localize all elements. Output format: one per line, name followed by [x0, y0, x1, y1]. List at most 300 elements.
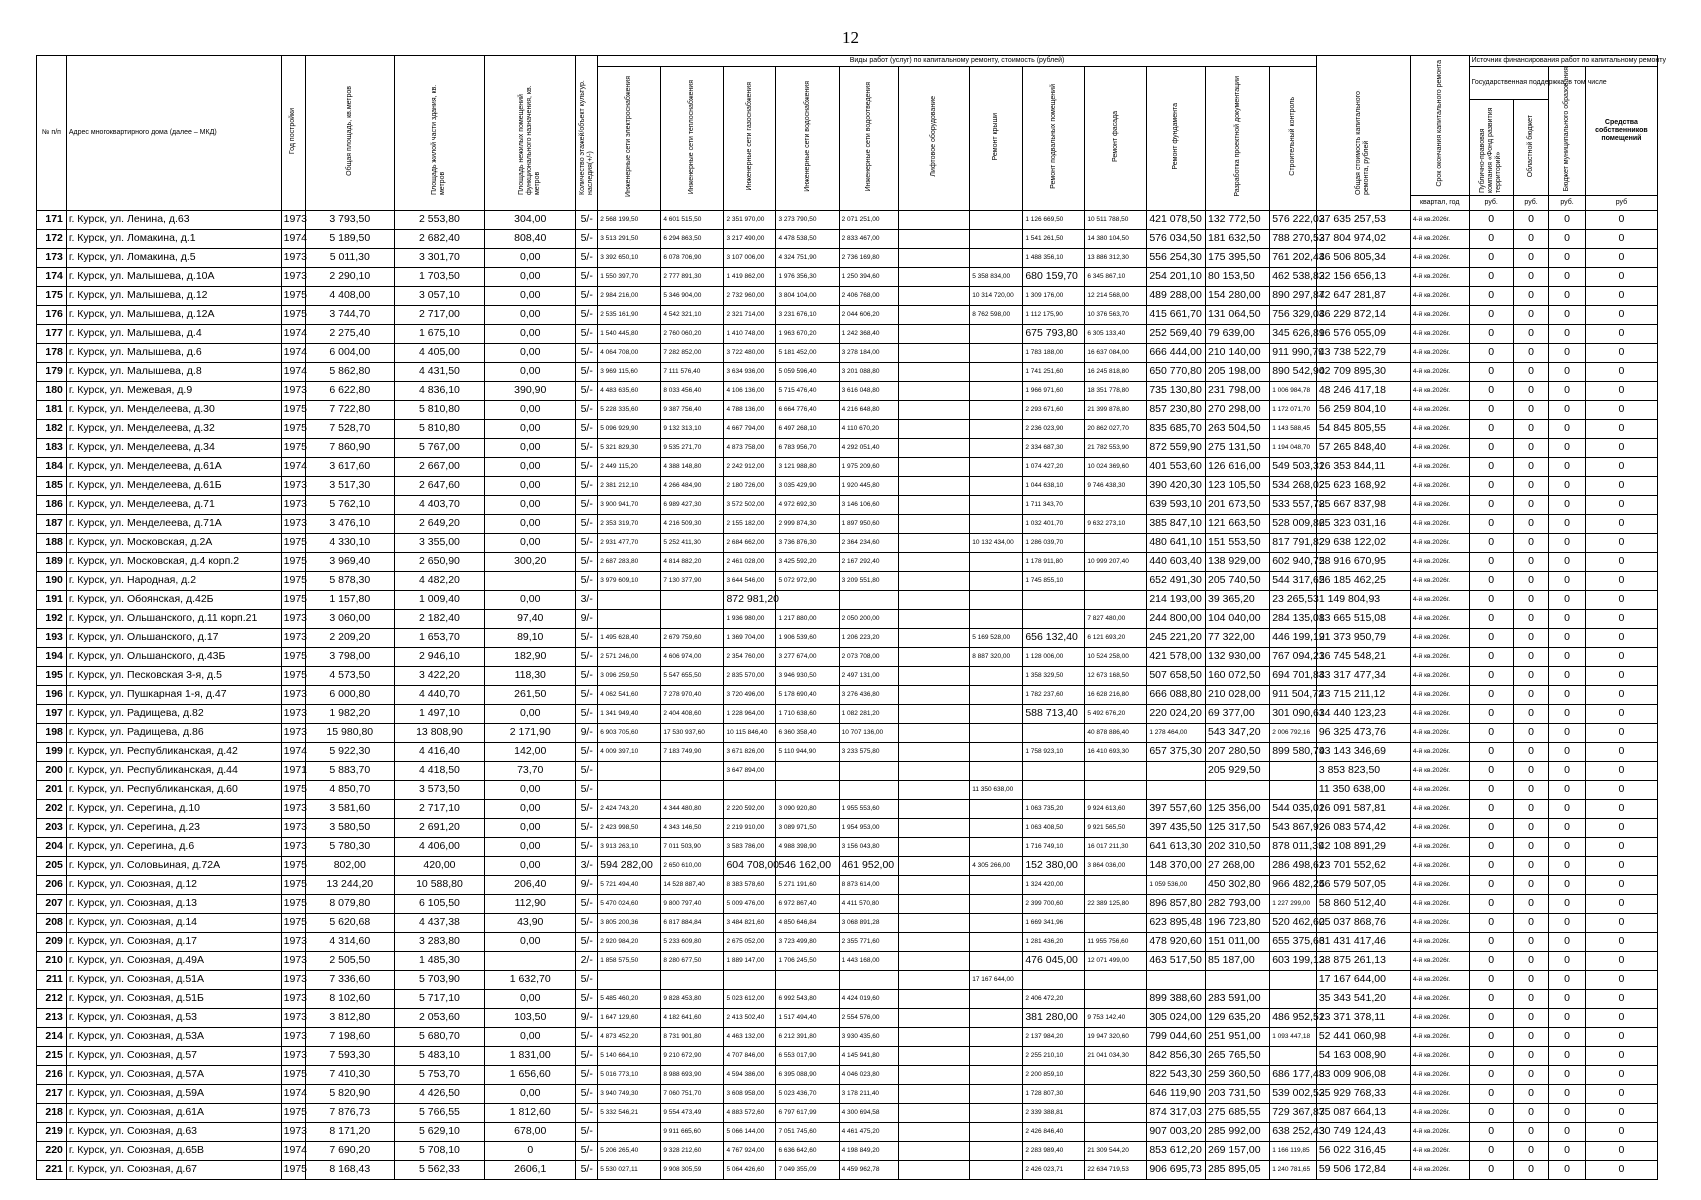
row-regional: 0: [1513, 1141, 1548, 1160]
row-work-cost: 16 628 216,80: [1085, 685, 1147, 704]
row-work-cost: 9 800 797,40: [661, 894, 724, 913]
row-floors: 5/-: [576, 343, 598, 362]
row-work-cost: 401 553,60: [1147, 457, 1206, 476]
row-floors: 5/-: [576, 1065, 598, 1084]
row-work-cost: [899, 799, 970, 818]
row-living-area: 2 667,00: [394, 457, 485, 476]
row-year: 1974: [281, 742, 305, 761]
row-work-cost: [899, 1141, 970, 1160]
row-work-cost: 544 317,65: [1270, 571, 1317, 590]
row-address: г. Курск, ул. Менделеева, д.71А: [66, 514, 281, 533]
row-deadline: 4-й кв.2026г.: [1410, 1103, 1469, 1122]
row-regional: 0: [1513, 666, 1548, 685]
row-total-cost: 3 853 823,50: [1316, 761, 1410, 780]
row-year: 1971: [281, 761, 305, 780]
table-body: [37, 210, 1658, 1179]
table-row: [37, 438, 1658, 457]
row-deadline: 4-й кв.2026г.: [1410, 571, 1469, 590]
row-work-cost: [970, 875, 1023, 894]
row-work-cost: 2 568 199,50: [598, 210, 661, 229]
row-total-area: 3 812,80: [306, 1008, 395, 1027]
row-work-cost: 3 969 115,60: [598, 362, 661, 381]
row-total-cost: 42 647 281,87: [1316, 286, 1410, 305]
row-living-area: 1 497,10: [394, 704, 485, 723]
row-address: г. Курск, ул. Менделеева, д.61Б: [66, 476, 281, 495]
row-work-cost: [776, 761, 839, 780]
row-fund: 0: [1469, 723, 1513, 742]
row-work-cost: 1 443 168,00: [839, 951, 899, 970]
row-address: г. Курск, ул. Малышева, д.12: [66, 286, 281, 305]
row-work-cost: 1 710 638,60: [776, 704, 839, 723]
header-work-control: Строительный контроль: [1270, 67, 1317, 211]
row-work-cost: 10 376 563,70: [1085, 305, 1147, 324]
row-floors: 3/-: [576, 590, 598, 609]
row-total-area: 4 330,10: [306, 533, 395, 552]
row-work-cost: 10 024 369,60: [1085, 457, 1147, 476]
row-floors: 5/-: [576, 571, 598, 590]
row-fund: 0: [1469, 1160, 1513, 1179]
table-row: [37, 305, 1658, 324]
row-work-cost: 80 153,50: [1205, 267, 1269, 286]
row-work-cost: 7 278 970,40: [661, 685, 724, 704]
row-number: 204: [37, 837, 67, 856]
row-work-cost: 4 459 962,78: [839, 1160, 899, 1179]
row-regional: 0: [1513, 514, 1548, 533]
row-total-area: 4 573,50: [306, 666, 395, 685]
row-year: 1975: [281, 1103, 305, 1122]
table-row: [37, 324, 1658, 343]
row-work-cost: 22 634 719,53: [1085, 1160, 1147, 1179]
row-nonres-area: 2606,1: [485, 1160, 576, 1179]
row-deadline: 4-й кв.2026г.: [1410, 210, 1469, 229]
row-owners: 0: [1585, 210, 1657, 229]
row-work-cost: 5 023 436,70: [776, 1084, 839, 1103]
header-municipal: Бюджет муниципального образования: [1549, 67, 1586, 196]
row-nonres-area: 0,00: [485, 856, 576, 875]
row-fund: 0: [1469, 1122, 1513, 1141]
row-work-cost: 1 278 464,00: [1147, 723, 1206, 742]
row-work-cost: [970, 989, 1023, 1008]
row-deadline: 4-й кв.2026г.: [1410, 495, 1469, 514]
row-year: 1973: [281, 248, 305, 267]
row-deadline: 4-й кв.2026г.: [1410, 286, 1469, 305]
row-floors: 3/-: [576, 856, 598, 875]
row-fund: 0: [1469, 932, 1513, 951]
row-fund: 0: [1469, 1008, 1513, 1027]
row-work-cost: 4 300 694,58: [839, 1103, 899, 1122]
row-nonres-area: 112,90: [485, 894, 576, 913]
row-number: 192: [37, 609, 67, 628]
row-municipal: 0: [1549, 381, 1586, 400]
row-year: 1975: [281, 552, 305, 571]
row-work-cost: [899, 286, 970, 305]
row-work-cost: 138 929,00: [1205, 552, 1269, 571]
row-work-cost: 4 850 646,84: [776, 913, 839, 932]
row-number: 213: [37, 1008, 67, 1027]
table-row: [37, 647, 1658, 666]
row-fund: 0: [1469, 495, 1513, 514]
row-work-cost: [970, 1122, 1023, 1141]
row-number: 218: [37, 1103, 67, 1122]
row-floors: 5/-: [576, 685, 598, 704]
row-work-cost: [839, 761, 899, 780]
row-work-cost: 10 314 720,00: [970, 286, 1023, 305]
row-number: 180: [37, 381, 67, 400]
row-work-cost: 2 675 052,00: [724, 932, 776, 951]
row-owners: 0: [1585, 951, 1657, 970]
row-work-cost: [1023, 761, 1085, 780]
row-floors: 5/-: [576, 1160, 598, 1179]
row-work-cost: 5 181 452,00: [776, 343, 839, 362]
row-work-cost: [1085, 1122, 1147, 1141]
row-living-area: 2 682,40: [394, 229, 485, 248]
row-work-cost: 3 231 676,10: [776, 305, 839, 324]
header-work-basement: Ремонт подвальных помещений: [1023, 67, 1085, 211]
row-regional: 0: [1513, 989, 1548, 1008]
header-nonres-area: Площадь нежилых помещений функционального назначения, кв. метров: [485, 56, 576, 211]
header-work-roof: Ремонт крыши: [970, 67, 1023, 211]
row-owners: 0: [1585, 875, 1657, 894]
row-work-cost: 4 424 019,60: [839, 989, 899, 1008]
row-work-cost: 1 488 356,10: [1023, 248, 1085, 267]
row-work-cost: 4 972 692,30: [776, 495, 839, 514]
row-regional: 0: [1513, 381, 1548, 400]
row-total-cost: 1 149 804,93: [1316, 590, 1410, 609]
row-work-cost: [598, 761, 661, 780]
row-work-cost: 205 929,50: [1205, 761, 1269, 780]
row-address: г. Курск, ул. Союзная, д.51А: [66, 970, 281, 989]
row-municipal: 0: [1549, 362, 1586, 381]
row-work-cost: 3 035 429,90: [776, 476, 839, 495]
row-municipal: 0: [1549, 1141, 1586, 1160]
row-year: 1974: [281, 1141, 305, 1160]
row-nonres-area: 0,00: [485, 400, 576, 419]
row-work-cost: 3 121 988,80: [776, 457, 839, 476]
row-work-cost: [724, 780, 776, 799]
row-regional: 0: [1513, 305, 1548, 324]
row-municipal: 0: [1549, 229, 1586, 248]
row-address: г. Курск, ул. Союзная, д.67: [66, 1160, 281, 1179]
row-work-cost: 152 380,00: [1023, 856, 1085, 875]
row-deadline: 4-й кв.2026г.: [1410, 533, 1469, 552]
row-work-cost: 2 461 028,00: [724, 552, 776, 571]
row-number: 189: [37, 552, 67, 571]
row-number: 176: [37, 305, 67, 324]
row-number: 187: [37, 514, 67, 533]
row-municipal: 0: [1549, 343, 1586, 362]
row-work-cost: 5 252 411,30: [661, 533, 724, 552]
row-year: 1973: [281, 951, 305, 970]
row-work-cost: 3 720 496,00: [724, 685, 776, 704]
row-year: 1975: [281, 1160, 305, 1179]
row-floors: 5/-: [576, 913, 598, 932]
row-work-cost: 1 711 343,70: [1023, 495, 1085, 514]
row-work-cost: 10 524 258,00: [1085, 647, 1147, 666]
header-work-design: Разработка проектной документации: [1205, 67, 1269, 211]
row-year: 1973: [281, 704, 305, 723]
row-year: 1973: [281, 495, 305, 514]
row-work-cost: [1085, 533, 1147, 552]
row-work-cost: 576 034,50: [1147, 229, 1206, 248]
row-work-cost: 480 641,10: [1147, 533, 1206, 552]
row-address: г. Курск, ул. Серегина, д.6: [66, 837, 281, 856]
row-work-cost: 4 388 148,80: [661, 457, 724, 476]
row-work-cost: 2 006 792,16: [1270, 723, 1317, 742]
row-total-cost: 36 506 805,34: [1316, 248, 1410, 267]
row-total-area: 6 622,80: [306, 381, 395, 400]
row-work-cost: 40 878 886,40: [1085, 723, 1147, 742]
row-fund: 0: [1469, 1103, 1513, 1122]
row-living-area: 2 946,10: [394, 647, 485, 666]
row-owners: 0: [1585, 1084, 1657, 1103]
row-work-cost: [970, 248, 1023, 267]
row-total-cost: 43 738 522,79: [1316, 343, 1410, 362]
table-row: [37, 552, 1658, 571]
row-regional: 0: [1513, 438, 1548, 457]
row-total-area: 5 922,30: [306, 742, 395, 761]
table-row: [37, 761, 1658, 780]
row-regional: 0: [1513, 286, 1548, 305]
row-work-cost: 5 470 024,60: [598, 894, 661, 913]
header-work-heating: Инженерные сети теплоснабжения: [661, 67, 724, 211]
row-floors: 5/-: [576, 837, 598, 856]
row-work-cost: 655 375,66: [1270, 932, 1317, 951]
row-floors: 2/-: [576, 951, 598, 970]
row-number: 175: [37, 286, 67, 305]
row-number: 179: [37, 362, 67, 381]
row-work-cost: 3 277 674,00: [776, 647, 839, 666]
row-work-cost: 16 637 084,00: [1085, 343, 1147, 362]
header-num: № п/п: [37, 56, 67, 211]
row-work-cost: 10 132 434,00: [970, 533, 1023, 552]
row-work-cost: 4 461 475,20: [839, 1122, 899, 1141]
row-work-cost: 675 793,80: [1023, 324, 1085, 343]
row-work-cost: [970, 894, 1023, 913]
table-row: [37, 1160, 1658, 1179]
row-deadline: 4-й кв.2026г.: [1410, 1046, 1469, 1065]
row-work-cost: 539 002,53: [1270, 1084, 1317, 1103]
row-work-cost: 5 530 027,11: [598, 1160, 661, 1179]
row-work-cost: 9 328 212,60: [661, 1141, 724, 1160]
row-work-cost: 4 064 708,00: [598, 343, 661, 362]
row-address: г. Курск, ул. Радищева, д.86: [66, 723, 281, 742]
row-work-cost: 533 557,78: [1270, 495, 1317, 514]
row-deadline: 4-й кв.2026г.: [1410, 913, 1469, 932]
header-state-support: Государственная поддержка, в том числе: [1469, 67, 1549, 100]
row-nonres-area: 206,40: [485, 875, 576, 894]
row-work-cost: 148 370,00: [1147, 856, 1206, 875]
row-work-cost: [970, 951, 1023, 970]
row-work-cost: [970, 419, 1023, 438]
row-work-cost: [970, 381, 1023, 400]
row-work-cost: 4 292 051,40: [839, 438, 899, 457]
row-year: 1975: [281, 1065, 305, 1084]
row-work-cost: 1 194 048,70: [1270, 438, 1317, 457]
row-year: 1973: [281, 609, 305, 628]
row-year: 1974: [281, 324, 305, 343]
row-work-cost: 16 017 211,30: [1085, 837, 1147, 856]
row-work-cost: 275 131,50: [1205, 438, 1269, 457]
row-deadline: 4-й кв.2026г.: [1410, 685, 1469, 704]
row-work-cost: [899, 932, 970, 951]
row-nonres-area: 0,00: [485, 1027, 576, 1046]
row-fund: 0: [1469, 229, 1513, 248]
row-work-cost: [661, 609, 724, 628]
row-address: г. Курск, ул. Союзная, д.65В: [66, 1141, 281, 1160]
row-work-cost: 7 111 576,40: [661, 362, 724, 381]
row-work-cost: 4 988 398,90: [776, 837, 839, 856]
row-municipal: 0: [1549, 457, 1586, 476]
row-owners: 0: [1585, 1141, 1657, 1160]
row-work-cost: 2 426 846,40: [1023, 1122, 1085, 1141]
row-year: 1975: [281, 571, 305, 590]
row-floors: 5/-: [576, 419, 598, 438]
row-work-cost: 462 538,83: [1270, 267, 1317, 286]
row-year: 1975: [281, 647, 305, 666]
row-work-cost: 4 182 641,60: [661, 1008, 724, 1027]
row-work-cost: 2 334 687,30: [1023, 438, 1085, 457]
row-work-cost: [661, 780, 724, 799]
row-work-cost: 3 900 941,70: [598, 495, 661, 514]
row-work-cost: [970, 837, 1023, 856]
row-nonres-area: 73,70: [485, 761, 576, 780]
table-row: [37, 723, 1658, 742]
row-work-cost: 4 873 758,00: [724, 438, 776, 457]
row-work-cost: [899, 343, 970, 362]
row-nonres-area: 0,00: [485, 514, 576, 533]
row-work-cost: 7 282 852,00: [661, 343, 724, 362]
row-work-cost: 6 360 358,40: [776, 723, 839, 742]
row-work-cost: 911 990,79: [1270, 343, 1317, 362]
row-total-cost: 56 022 316,45: [1316, 1141, 1410, 1160]
row-work-cost: 3 217 490,00: [724, 229, 776, 248]
row-address: г. Курск, ул. Малышева, д.8: [66, 362, 281, 381]
row-work-cost: 17 530 937,60: [661, 723, 724, 742]
row-work-cost: 1 706 245,50: [776, 951, 839, 970]
row-living-area: 5 717,10: [394, 989, 485, 1008]
row-year: 1973: [281, 989, 305, 1008]
row-work-cost: 544 035,01: [1270, 799, 1317, 818]
row-nonres-area: 0,00: [485, 780, 576, 799]
row-work-cost: 1 032 401,70: [1023, 514, 1085, 533]
table-row: [37, 780, 1658, 799]
row-work-cost: [598, 590, 661, 609]
row-total-area: 3 798,00: [306, 647, 395, 666]
row-municipal: 0: [1549, 875, 1586, 894]
row-total-area: 3 060,00: [306, 609, 395, 628]
row-nonres-area: 0,00: [485, 457, 576, 476]
row-work-cost: 1 166 119,85: [1270, 1141, 1317, 1160]
row-work-cost: 1 082 281,20: [839, 704, 899, 723]
row-work-cost: 9 746 438,30: [1085, 476, 1147, 495]
row-deadline: 4-й кв.2026г.: [1410, 647, 1469, 666]
row-living-area: 3 057,10: [394, 286, 485, 305]
row-deadline: 4-й кв.2026г.: [1410, 609, 1469, 628]
table-row: [37, 666, 1658, 685]
row-work-cost: [970, 1027, 1023, 1046]
row-work-cost: 8 383 578,60: [724, 875, 776, 894]
row-address: г. Курск, ул. Менделеева, д.61А: [66, 457, 281, 476]
row-work-cost: 5 096 929,90: [598, 419, 661, 438]
row-work-cost: 4 344 480,80: [661, 799, 724, 818]
row-address: г. Курск, ул. Малышева, д.12А: [66, 305, 281, 324]
row-address: г. Курск, ул. Ленина, д.63: [66, 210, 281, 229]
row-work-cost: 761 202,44: [1270, 248, 1317, 267]
row-living-area: 2 717,10: [394, 799, 485, 818]
row-work-cost: [899, 1122, 970, 1141]
row-work-cost: 3 946 930,50: [776, 666, 839, 685]
row-total-cost: 36 745 548,21: [1316, 647, 1410, 666]
row-fund: 0: [1469, 951, 1513, 970]
row-work-cost: 478 920,60: [1147, 932, 1206, 951]
row-address: г. Курск, ул. Обоянская, д.42Б: [66, 590, 281, 609]
row-number: 191: [37, 590, 67, 609]
row-number: 197: [37, 704, 67, 723]
row-work-cost: 201 673,50: [1205, 495, 1269, 514]
row-floors: 5/-: [576, 533, 598, 552]
row-nonres-area: 0,00: [485, 799, 576, 818]
row-work-cost: 7 827 480,00: [1085, 609, 1147, 628]
row-work-cost: 4 873 452,20: [598, 1027, 661, 1046]
row-work-cost: 3 864 036,00: [1085, 856, 1147, 875]
row-work-cost: 3 090 920,80: [776, 799, 839, 818]
row-floors: 5/-: [576, 818, 598, 837]
row-work-cost: 9 387 756,40: [661, 400, 724, 419]
row-owners: 0: [1585, 818, 1657, 837]
row-work-cost: [899, 514, 970, 533]
row-work-cost: 1 228 964,00: [724, 704, 776, 723]
row-nonres-area: 0,00: [485, 590, 576, 609]
table-header: [37, 56, 1667, 211]
row-work-cost: 872 981,20: [724, 590, 776, 609]
row-work-cost: [970, 571, 1023, 590]
row-work-cost: 3 736 876,30: [776, 533, 839, 552]
row-owners: 0: [1585, 704, 1657, 723]
header-floors: Количество этажей/объект культур. наследия(+/-): [576, 56, 598, 211]
row-work-cost: 602 940,75: [1270, 552, 1317, 571]
row-work-cost: 20 862 027,70: [1085, 419, 1147, 438]
row-work-cost: 1 906 539,60: [776, 628, 839, 647]
row-work-cost: [899, 1103, 970, 1122]
row-regional: 0: [1513, 951, 1548, 970]
row-work-cost: 2 255 210,10: [1023, 1046, 1085, 1065]
row-regional: 0: [1513, 552, 1548, 571]
row-municipal: 0: [1549, 818, 1586, 837]
row-work-cost: 6 797 617,99: [776, 1103, 839, 1122]
row-work-cost: [598, 1122, 661, 1141]
row-work-cost: 1 540 445,80: [598, 324, 661, 343]
row-living-area: 420,00: [394, 856, 485, 875]
row-work-cost: [970, 761, 1023, 780]
row-total-cost: 17 167 644,00: [1316, 970, 1410, 989]
row-work-cost: 1 410 748,00: [724, 324, 776, 343]
row-deadline: 4-й кв.2026г.: [1410, 875, 1469, 894]
row-living-area: 5 562,33: [394, 1160, 485, 1179]
row-deadline: 4-й кв.2026г.: [1410, 856, 1469, 875]
row-work-cost: 5 228 335,60: [598, 400, 661, 419]
row-address: г. Курск, ул. Союзная, д.63: [66, 1122, 281, 1141]
row-work-cost: 8 988 693,90: [661, 1065, 724, 1084]
row-work-cost: 1 716 749,10: [1023, 837, 1085, 856]
row-work-cost: [970, 457, 1023, 476]
row-municipal: 0: [1549, 1103, 1586, 1122]
row-regional: 0: [1513, 324, 1548, 343]
row-work-cost: 9 753 142,40: [1085, 1008, 1147, 1027]
row-work-cost: 520 462,60: [1270, 913, 1317, 932]
row-work-cost: 2 167 292,40: [839, 552, 899, 571]
row-work-cost: 1 495 628,40: [598, 628, 661, 647]
row-work-cost: [899, 780, 970, 799]
